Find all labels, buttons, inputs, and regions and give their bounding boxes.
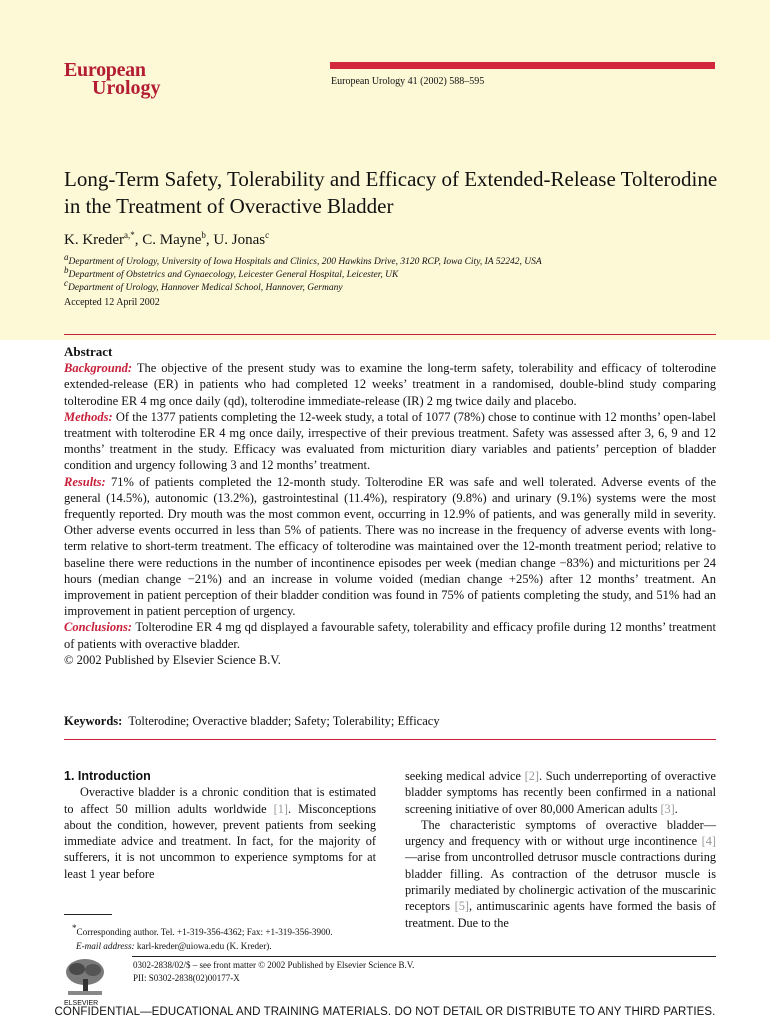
keywords-text: Tolterodine; Overactive bladder; Safety; Tolerability; Efficacy — [128, 714, 440, 728]
email-link[interactable]: karl-kreder@uiowa.edu (K. Kreder). — [136, 941, 272, 952]
logo-line1: European — [64, 59, 146, 81]
paragraph — [405, 817, 716, 931]
pii-line: PII: S0302-2838(02)00177-X — [133, 973, 240, 983]
bottom-info — [133, 959, 414, 985]
accepted-date: Accepted 12 April 2002 — [64, 297, 160, 308]
affiliation-sup: a — [64, 252, 69, 262]
citation-link[interactable]: [2] — [524, 769, 540, 783]
issn-line: 0302-2838/02/$ – see front matter © 2002 Published by Elsevier Science B.V. — [133, 960, 415, 970]
citation-link[interactable]: [4] — [701, 834, 716, 849]
author-name: C. Mayne — [142, 232, 202, 248]
paragraph-text: . — [674, 801, 678, 816]
paragraph-text: —arise from uncontrolled detrusor muscle contractions during bladder filling. As contraction of the detrusor muscle is primarily mediated by cholinergic activation of the muscarinic receptors — [405, 850, 716, 914]
affiliation-text: Department of Obstetrics and Gynaecology, Leicester General Hospital, Leicester, UK — [68, 270, 399, 281]
abstract-methods — [64, 409, 716, 474]
author-name: U. Jonas — [213, 232, 266, 248]
background-text: The objective of the present study was to examine the long-term safety, tolerability and efficacy of tolterodine extended-release (ER) in patients who had completed 12 weeks’ treatment in a randomised, double-blind study comparing tolterodine ER 4 mg once daily (qd), tolterodine immediate-release (IR) 2 mg twice daily and placebo. — [64, 361, 717, 408]
abstract-background — [64, 360, 716, 409]
journal-reference: European Urology 41 (2002) 588–595 — [331, 76, 485, 87]
author-sup: a,* — [123, 230, 135, 240]
affiliation-text: Department of Urology, Hannover Medical School, Hannover, Germany — [68, 283, 343, 294]
confidential-notice: CONFIDENTIAL—EDUCATIONAL AND TRAINING MATERIALS. DO NOT DETAIL OR DISTRIBUTE TO ANY THIRD PARTIES. — [54, 1006, 716, 1018]
citation-link[interactable]: [1] — [273, 801, 288, 816]
affiliation — [64, 278, 343, 293]
paragraph-text: , antimuscarinic agents have formed the basis of treatment. Due to the — [405, 899, 717, 930]
divider — [64, 739, 716, 740]
paragraph-text: Overactive bladder is a chronic condition that is estimated to affect 50 million adults worldwide — [64, 785, 376, 816]
methods-text: Of the 1377 patients completing the 12-week study, a total of 1077 (78%) chose to continue with 12 months’ open-label treatment with tolterodine ER 4 mg once daily, irrespective of their previous treatment. Safety was assessed after 3, 6, 9 and 12 months’ treatment in the study. Efficacy was evaluated from micturition diary variables and patients’ perception of bladder condition and urgency following 3 and 12 months’ treatment. — [64, 409, 717, 473]
affiliation-sup: b — [64, 265, 69, 275]
abstract-copyright: © 2002 Published by Elsevier Science B.V. — [64, 652, 281, 667]
affiliation-text: Department of Urology, University of Iowa Hospitals and Clinics, 200 Hawkins Drive, 3120 RCP, Iowa City, IA 52242, USA — [68, 257, 542, 268]
left-column — [64, 768, 376, 882]
author-sup: b — [201, 230, 206, 240]
citation-link[interactable]: [3] — [660, 801, 675, 816]
author-sup: c — [265, 230, 270, 240]
footnote-rule — [64, 914, 112, 915]
citation-link[interactable]: [5] — [454, 899, 469, 914]
paragraph-text: . Such underreporting of overactive bladder symptoms has recently been confirmed in a national screening initiative of over 80,000 American adults — [405, 769, 716, 816]
abstract-results — [64, 474, 716, 620]
conclusions-label: Conclusions: — [64, 620, 133, 635]
author-list: K. Kreder$^{a,*}$, C. Mayne$^b$, U. Jonas$^c$ — [64, 230, 270, 248]
elsevier-tree-icon — [62, 957, 108, 999]
bottom-rule — [132, 956, 716, 957]
elsevier-label: ELSEVIER — [64, 1000, 99, 1007]
methods-label: Methods: — [64, 409, 113, 424]
footnote-marker: * — [72, 923, 77, 933]
email-label: E-mail address: — [76, 941, 135, 952]
background-label: Background: — [64, 361, 133, 376]
abstract — [64, 344, 716, 668]
paragraph — [405, 768, 716, 817]
conclusions-text: Tolterodine ER 4 mg qd displayed a favourable safety, tolerability and efficacy profile during 12 months’ treatment of patients with overactive bladder. — [64, 620, 716, 651]
divider — [64, 334, 716, 335]
footnote-text: Corresponding author. Tel. +1-319-356-4362; Fax: +1-319-356-3900. — [76, 927, 333, 938]
header-red-bar — [330, 62, 715, 69]
journal-logo — [64, 60, 161, 98]
keywords — [64, 714, 440, 729]
article-title: Long-Term Safety, Tolerability and Efficacy of Extended-Release Tolterodine in the Treatment of Overactive Bladder — [64, 167, 718, 218]
section-title: 1. Introduction — [64, 769, 151, 783]
paragraph-text: . Misconceptions about the condition, however, prevent patients from seeking immediate advice and treatment. In fact, for the majority of sufferers, it is not uncommon to experience symptoms for at least 1 year before — [64, 801, 376, 881]
paragraph-text: seeking medical advice — [405, 769, 525, 783]
author-name: K. Kreder — [64, 232, 124, 248]
abstract-conclusions — [64, 619, 716, 651]
logo-line2: Urology — [92, 77, 161, 99]
results-text: 71% of patients completed the 12-month study. Tolterodine ER was safe and well tolerated. Adverse events of the general (14.5%), autonomic (13.2%), gastrointestinal (11.4%), respiratory (9.8%) and urinary (9.1%) systems were the most frequently reported. Dry mouth was the most common event, occurring in 12.9% of patients, and was generally mild in severity. Other adverse events occurred in less than 5% of patients. There was no increase in the frequency of adverse events with long-term relative to short-term treatment. The efficacy of tolterodine was maintained over the 12-month treatment period; relative to baseline there were reductions in the number of incontinence episodes per week (median change −83%) and micturitions per 24 hours (median change −21%) and an increase in volume voided (median change +25%) after 12 months’ treatment. An improvement in patient perception of their bladder condition was found in 75% of patients completing the study, and 51% had an improvement in patient perception of urgency. — [64, 474, 717, 619]
paragraph-text: The characteristic symptoms of overactive bladder—urgency and frequency with or without urge incontinence — [405, 817, 716, 849]
abstract-heading: Abstract — [64, 344, 113, 359]
affiliation-sup: c — [64, 278, 68, 288]
footnote — [64, 921, 380, 953]
paragraph — [64, 784, 376, 882]
keywords-label: Keywords: — [64, 714, 123, 728]
results-label: Results: — [64, 474, 106, 489]
right-column — [405, 768, 716, 931]
